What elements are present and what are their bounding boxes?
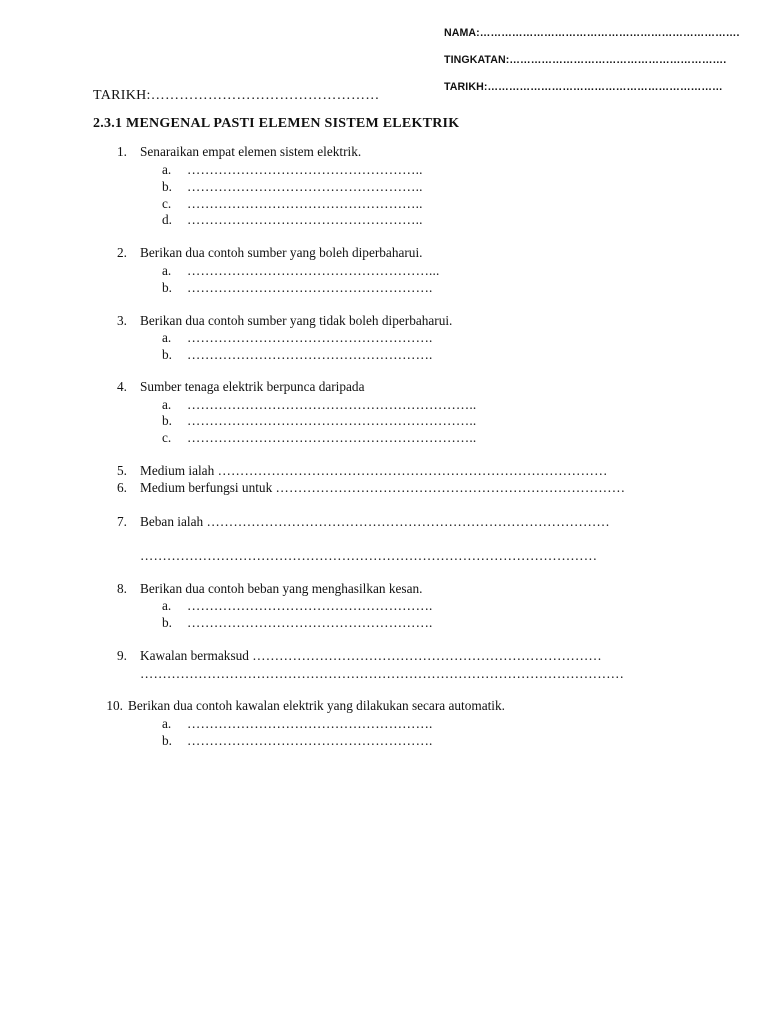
answer-letter: a. bbox=[162, 598, 172, 613]
answer-line: …………………………………………….. bbox=[187, 196, 423, 211]
question-label: Beban ialah bbox=[140, 514, 204, 529]
page-title: 2.3.1 MENGENAL PASTI ELEMEN SISTEM ELEKTRIK bbox=[93, 116, 460, 131]
answer-line: ……………………………………………………….. bbox=[187, 397, 477, 412]
answer-letter: a. bbox=[162, 162, 172, 177]
answer-line: ………………………………………………... bbox=[187, 263, 440, 278]
answer-line: ………………………………………………. bbox=[187, 330, 433, 345]
answer-line: …………………………………………………………………… bbox=[252, 648, 602, 663]
question-number: 6. bbox=[117, 480, 127, 495]
answer-line: ………………………………………………. bbox=[187, 733, 433, 748]
answer-letter: a. bbox=[162, 263, 172, 278]
tarikh-header-field: TARIKH:………………………………………………………… bbox=[444, 81, 723, 93]
question-label: Medium ialah bbox=[140, 463, 215, 478]
answer-line-continuation: ………………………………………………………………………………………… bbox=[140, 548, 598, 563]
answer-line: ……………………………………………………………………………… bbox=[206, 514, 610, 529]
question-number: 7. bbox=[117, 514, 127, 529]
answer-letter: c. bbox=[162, 430, 172, 445]
answer-line-continuation: ……………………………………………………………………………………………… bbox=[140, 666, 625, 681]
question-label: Kawalan bermaksud bbox=[140, 648, 249, 663]
question-text bbox=[140, 464, 608, 477]
question-text: Berikan dua contoh beban yang menghasilkan kesan. bbox=[140, 581, 423, 596]
answer-letter: b. bbox=[162, 280, 172, 295]
answer-line: …………………………………………….. bbox=[187, 179, 423, 194]
question-number: 8. bbox=[117, 581, 127, 596]
question-text: Sumber tenaga elektrik berpunca daripada bbox=[140, 379, 365, 394]
answer-letter: a. bbox=[162, 330, 172, 345]
answer-letter: c. bbox=[162, 196, 172, 211]
answer-line: …………………………………………………………………………… bbox=[217, 463, 608, 478]
answer-line: ………………………………………………. bbox=[187, 615, 433, 630]
question-number: 4. bbox=[117, 379, 127, 394]
answer-line: ………………………………………………. bbox=[187, 598, 433, 613]
question-text bbox=[140, 515, 610, 528]
answer-line: ………………………………………………. bbox=[187, 280, 433, 295]
answer-line: …………………………………………….. bbox=[187, 162, 423, 177]
question-text bbox=[140, 649, 602, 662]
answer-line: …………………………………………….. bbox=[187, 212, 423, 227]
question-text: Berikan dua contoh sumber yang tidak boleh diperbaharui. bbox=[140, 313, 453, 328]
answer-letter: a. bbox=[162, 716, 172, 731]
question-number: 10. bbox=[106, 698, 123, 713]
question-text: Senaraikan empat elemen sistem elektrik. bbox=[140, 144, 362, 159]
answer-letter: a. bbox=[162, 397, 172, 412]
answer-letter: b. bbox=[162, 413, 172, 428]
question-number: 2. bbox=[117, 245, 127, 260]
date-line: TARIKH:………………………………………… bbox=[93, 88, 380, 103]
question-number: 5. bbox=[117, 463, 127, 478]
question-number: 3. bbox=[117, 313, 127, 328]
answer-letter: b. bbox=[162, 615, 172, 630]
question-number: 1. bbox=[117, 144, 127, 159]
answer-line: ……………………………………………………….. bbox=[187, 430, 477, 445]
question-number: 9. bbox=[117, 648, 127, 663]
answer-letter: b. bbox=[162, 347, 172, 362]
nama-field: NAMA:………………………………………………………………. bbox=[444, 27, 740, 39]
tingkatan-field: TINGKATAN:……………………………………………………. bbox=[444, 54, 727, 66]
question-text: Berikan dua contoh sumber yang boleh diperbaharui. bbox=[140, 245, 423, 260]
question-text bbox=[140, 481, 625, 494]
question-label: Medium berfungsi untuk bbox=[140, 480, 273, 495]
question-text: Berikan dua contoh kawalan elektrik yang dilakukan secara automatik. bbox=[128, 698, 505, 713]
answer-letter: d. bbox=[162, 212, 172, 227]
answer-line: ………………………………………………. bbox=[187, 716, 433, 731]
answer-letter: b. bbox=[162, 733, 172, 748]
answer-line: ……………………………………………………….. bbox=[187, 413, 477, 428]
answer-line: …………………………………………………………………… bbox=[275, 480, 626, 495]
answer-letter: b. bbox=[162, 179, 172, 194]
answer-line: ………………………………………………. bbox=[187, 347, 433, 362]
